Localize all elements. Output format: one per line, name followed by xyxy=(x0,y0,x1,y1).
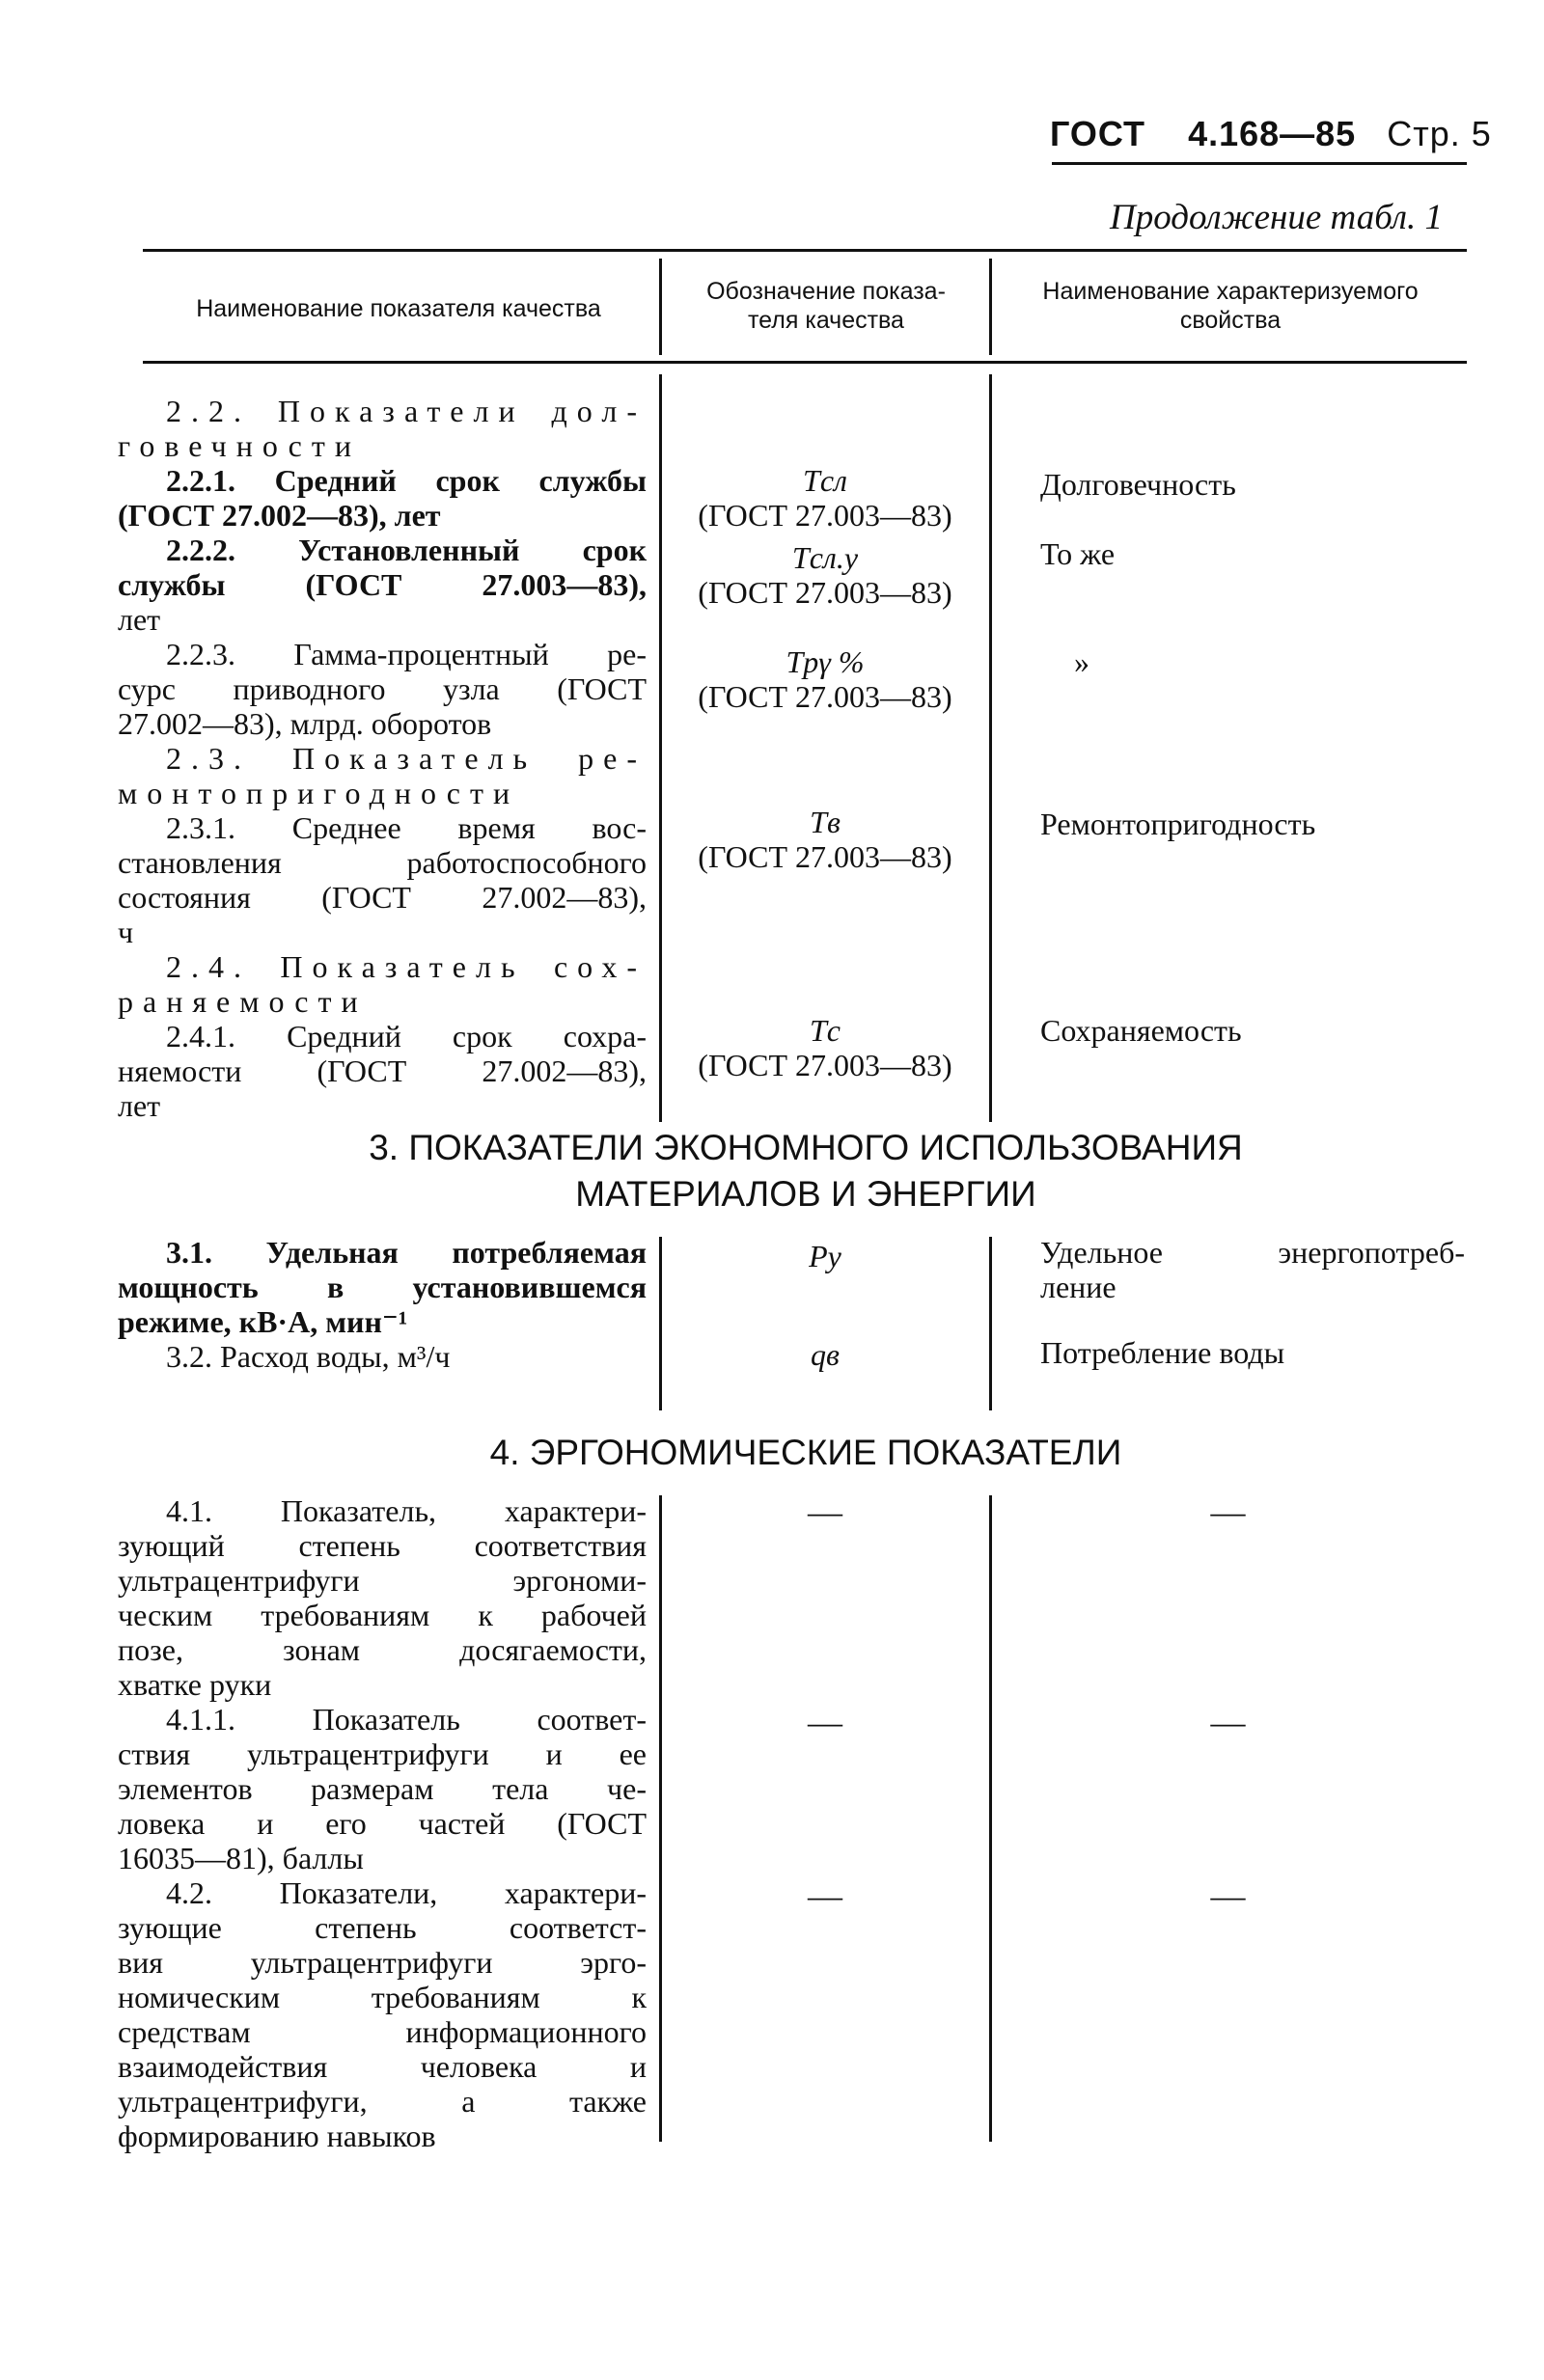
indicator-2-3-1-cont: становления работоспособного xyxy=(118,845,647,880)
symbol-4-1: — xyxy=(808,1492,842,1531)
symbol-ref-2-2-1: (ГОСТ 27.003—83) xyxy=(698,498,952,533)
section-3-title xyxy=(145,1125,1467,1217)
property-4-2: — xyxy=(1210,1876,1246,1915)
column-header-symbol-line: теля качества xyxy=(748,307,904,334)
indicator-2-2-3-cont2: 27.002—83), млрд. оборотов xyxy=(118,706,492,741)
property-3-1-line: Удельное энергопотреб- xyxy=(1040,1235,1465,1270)
section-3-divider-1 xyxy=(659,1237,662,1410)
indicator-4-2-cont2: вия ультрацентрифуги эрго- xyxy=(118,1945,647,1980)
indicator-2-2-3: 2.2.3. Гамма-процентный ре- xyxy=(166,637,647,671)
symbol-ref-2-3-1: (ГОСТ 27.003—83) xyxy=(698,839,952,874)
property-4-1: — xyxy=(1210,1492,1246,1531)
symbol-ref-2-4-1: (ГОСТ 27.003—83) xyxy=(698,1048,952,1082)
indicator-2-3-1-cont3: ч xyxy=(118,915,134,949)
section-heading-2-2-cont: говечности xyxy=(118,428,361,463)
column-header-property-line: Наименование характеризуемого xyxy=(1042,278,1419,305)
indicator-2-2-2-cont: службы (ГОСТ 27.003—83), xyxy=(118,567,647,602)
indicator-column-section-4 xyxy=(118,1493,647,2153)
indicator-4-2: 4.2. Показатели, характери- xyxy=(166,1875,647,1910)
column-header-symbol-line: Обозначение показа- xyxy=(706,278,946,305)
indicator-4-1: 4.1. Показатель, характери- xyxy=(166,1493,647,1528)
indicator-4-2-cont7: формированию навыков xyxy=(118,2119,436,2153)
indicator-4-1-cont5: хватке руки xyxy=(118,1667,272,1702)
indicator-2-4-1-cont: няемости (ГОСТ 27.002—83), xyxy=(118,1053,647,1088)
column-header-name: Наименование показателя качества xyxy=(196,295,601,322)
indicator-2-2-2-cont2: лет xyxy=(118,602,161,637)
symbol-2-4-1: Tс xyxy=(810,1013,841,1048)
indicator-2-4-1-cont2: лет xyxy=(118,1088,161,1123)
standard-number: 4.168—85 xyxy=(1188,114,1357,153)
symbol-3-2: qв xyxy=(811,1337,840,1372)
indicator-2-3-1-cont2: состояния (ГОСТ 27.002—83), xyxy=(118,880,647,915)
header-underline xyxy=(1052,162,1467,165)
section-heading-2-3-cont: монтопригодности xyxy=(118,776,520,810)
indicator-3-1-cont2: режиме, кВ·А, мин⁻¹ xyxy=(118,1304,408,1339)
column-header-symbol xyxy=(666,277,986,335)
indicator-2-2-3-cont: сурс приводного узла (ГОСТ xyxy=(118,671,647,706)
indicator-4-1-cont3: ческим требованиям к рабочей xyxy=(118,1598,647,1632)
column-header-property-line: свойства xyxy=(1179,307,1282,334)
section-4-title: 4. ЭРГОНОМИЧЕСКИЕ ПОКАЗАТЕЛИ xyxy=(489,1433,1122,1472)
indicator-4-2-cont3: номическим требованиям к xyxy=(118,1980,647,2014)
indicator-2-2-1-cont xyxy=(118,498,647,533)
section-heading-2-4: 2.4. Показатель сох- xyxy=(166,949,647,984)
indicator-4-1-cont: зующий степень соответствия xyxy=(118,1528,647,1563)
indicator-3-2: 3.2. Расход воды, м³/ч xyxy=(166,1339,451,1374)
head-divider-2 xyxy=(989,259,992,355)
column-header-property xyxy=(999,277,1462,335)
indicator-column-block-1 xyxy=(118,394,647,1123)
indicator-4-1-1: 4.1.1. Показатель соответ- xyxy=(166,1702,647,1737)
table-head-rule xyxy=(143,361,1467,364)
indicator-4-2-cont: зующие степень соответст- xyxy=(118,1910,647,1945)
property-3-2: Потребление воды xyxy=(1040,1335,1285,1370)
property-2-2-1: Долговечность xyxy=(1040,467,1236,502)
section-3-title-line: 3. ПОКАЗАТЕЛИ ЭКОНОМНОГО ИСПОЛЬЗОВАНИЯ xyxy=(369,1128,1243,1167)
page-header xyxy=(1050,114,1492,154)
indicator-2-4-1: 2.4.1. Средний срок сохра- xyxy=(166,1019,647,1053)
section-heading-2-2: 2.2. Показатели дол- xyxy=(166,394,647,428)
indicator-4-1-cont4: позе, зонам досягаемости, xyxy=(118,1632,647,1667)
symbol-ref-2-2-2: (ГОСТ 27.003—83) xyxy=(698,575,952,610)
property-2-2-2: То же xyxy=(1040,536,1116,571)
indicator-4-2-cont5: взаимодействия человека и xyxy=(118,2049,647,2084)
indicator-4-1-1-cont3: ловека и его частей (ГОСТ xyxy=(118,1806,647,1841)
indicator-4-1-1-cont: ствия ультрацентрифуги и ее xyxy=(118,1737,647,1771)
section-heading-2-4-cont: раняемости xyxy=(118,984,368,1019)
property-2-3-1: Ремонтопригодность xyxy=(1040,807,1316,841)
symbol-ref-2-2-3: (ГОСТ 27.003—83) xyxy=(698,679,952,714)
symbol-2-3-1: Tв xyxy=(810,805,841,839)
gost-label: ГОСТ xyxy=(1050,114,1146,153)
body-divider-2 xyxy=(989,374,992,1122)
indicator-3-1: 3.1. Удельная потребляемая xyxy=(166,1235,647,1270)
symbol-3-1: Pу xyxy=(809,1239,841,1273)
symbol-4-1-1: — xyxy=(808,1703,842,1741)
indicator-column-section-3 xyxy=(118,1235,647,1374)
indicator-4-2-cont4: средствам информационного xyxy=(118,2014,647,2049)
symbol-2-2-3: Tpγ % xyxy=(786,644,865,679)
head-divider-1 xyxy=(659,259,662,355)
table-top-rule xyxy=(143,249,1467,252)
indicator-2-2-1-line: (ГОСТ 27.002—83), лет xyxy=(118,498,441,533)
property-3-1-line: ление xyxy=(1040,1270,1117,1304)
indicator-4-1-1-cont4: 16035—81), баллы xyxy=(118,1841,364,1875)
indicator-2-2-1: 2.2.1. Средний срок службы xyxy=(166,463,647,498)
section-4-divider-2 xyxy=(989,1495,992,2142)
section-3-divider-2 xyxy=(989,1237,992,1410)
indicator-4-1-1-cont2: элементов размерам тела че- xyxy=(118,1771,647,1806)
property-2-4-1: Сохраняемость xyxy=(1040,1013,1242,1048)
indicator-4-1-cont2: ультрацентрифуги эргономи- xyxy=(118,1563,647,1598)
table-continuation-label: Продолжение табл. 1 xyxy=(1110,198,1444,237)
symbol-2-2-1: Tсл xyxy=(803,463,847,498)
symbol-2-2-2: Tсл.у xyxy=(791,540,859,575)
property-3-1 xyxy=(1040,1235,1465,1304)
indicator-3-1-cont: мощность в установившемся xyxy=(118,1270,647,1304)
section-heading-2-3: 2.3. Показатель ре- xyxy=(166,741,647,776)
indicator-2-3-1: 2.3.1. Среднее время вос- xyxy=(166,810,647,845)
page-number: Стр. 5 xyxy=(1387,114,1492,153)
indicator-2-2-2: 2.2.2. Установленный срок xyxy=(166,533,647,567)
indicator-4-2-cont6: ультрацентрифуги, а также xyxy=(118,2084,647,2119)
symbol-4-2: — xyxy=(808,1876,842,1915)
body-divider-1 xyxy=(659,374,662,1122)
section-4-divider-1 xyxy=(659,1495,662,2142)
property-4-1-1: — xyxy=(1210,1703,1246,1741)
property-2-2-3: » xyxy=(1074,644,1089,679)
section-3-title-line: МАТЕРИАЛОВ И ЭНЕРГИИ xyxy=(575,1174,1036,1214)
